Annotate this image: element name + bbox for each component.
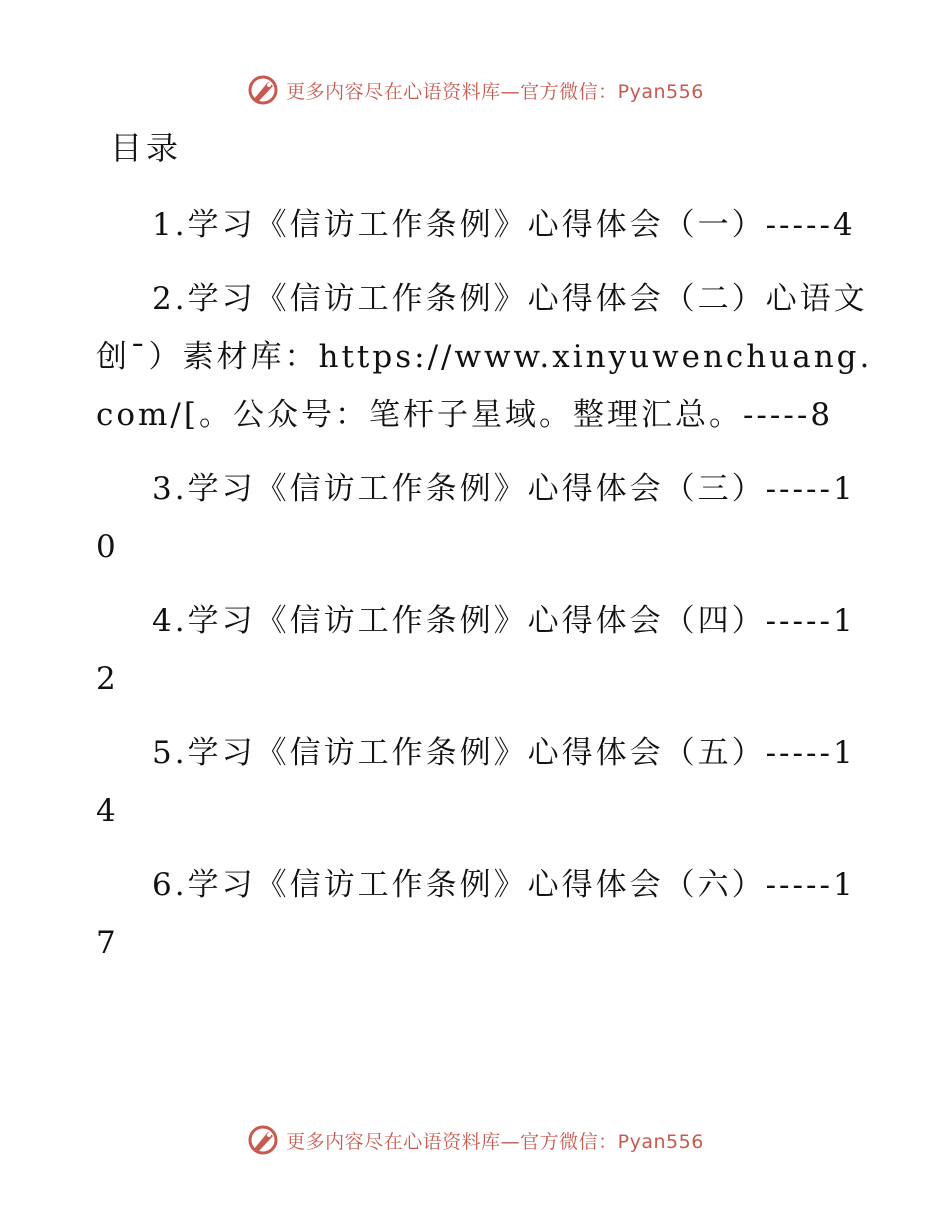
toc-entry-number: 5. <box>152 735 188 771</box>
toc-entry-text: 学习《信访工作条例》心得体会（一）-----4 <box>187 207 856 243</box>
toc-entry-1 <box>96 196 876 254</box>
toc-entry-number: 6. <box>152 867 188 903</box>
pen-nib-logo-icon <box>246 73 280 107</box>
header-banner <box>0 70 950 110</box>
pen-nib-logo-icon <box>246 1123 280 1157</box>
toc-list <box>96 196 876 988</box>
toc-entry-2 <box>96 270 876 444</box>
toc-entry-number: 4. <box>152 603 188 639</box>
toc-entry-text: 学习《信访工作条例》心得体会（二）心语文创¯）素材库：https://www.xinyuwenchuang.com/[。公众号：笔杆子星域。整理汇总。-----8 <box>96 281 873 433</box>
toc-entry-5 <box>96 724 876 840</box>
toc-entry-number: 3. <box>152 471 188 507</box>
footer-banner-text: 更多内容尽在心语资料库—官方微信：Pyan556 <box>286 1130 704 1153</box>
toc-entry-4 <box>96 592 876 708</box>
toc-entry-text: 学习《信访工作条例》心得体会（三）-----10 <box>96 471 856 565</box>
toc-entry-number: 2. <box>152 281 188 317</box>
toc-entry-text: 学习《信访工作条例》心得体会（六）-----17 <box>96 867 856 961</box>
toc-entry-text: 学习《信访工作条例》心得体会（四）-----12 <box>96 603 856 697</box>
toc-entry-3 <box>96 460 876 576</box>
header-banner-text: 更多内容尽在心语资料库—官方微信：Pyan556 <box>286 80 704 103</box>
toc-title: 目录 <box>110 129 183 167</box>
toc-entry-number: 1. <box>152 207 188 243</box>
toc-entry-text: 学习《信访工作条例》心得体会（五）-----14 <box>96 735 856 829</box>
footer-banner <box>0 1120 950 1160</box>
toc-entry-6 <box>96 856 876 972</box>
